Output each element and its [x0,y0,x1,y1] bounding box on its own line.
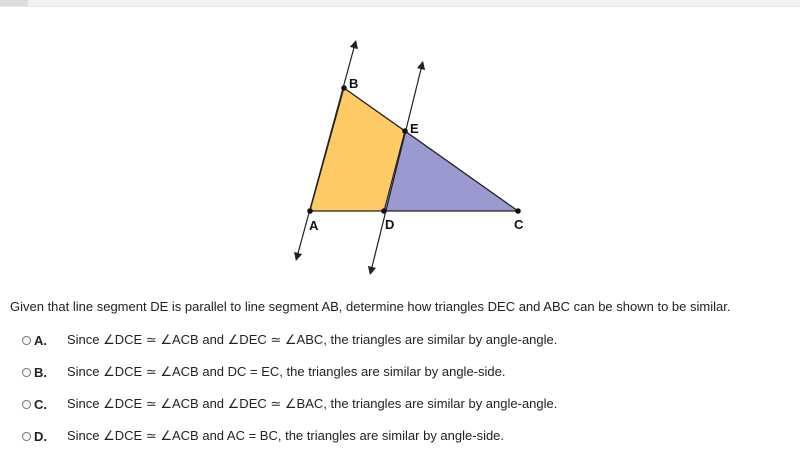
choice-text: Since ∠DCE ≃ ∠ACB and ∠DEC ≃ ∠ABC, the triangles are similar by angle-angle. [67,332,558,347]
choice-a[interactable] [22,330,782,350]
point-d [381,208,387,214]
radio-icon[interactable] [22,336,31,345]
question-text: Given that line segment DE is parallel to line segment AB, determine how triangles DEC and ABC can be shown to be similar. [10,299,731,314]
label-e: E [410,121,419,136]
choice-text: Since ∠DCE ≃ ∠ACB and ∠DEC ≃ ∠BAC, the triangles are similar by angle-angle. [67,396,558,411]
radio-icon[interactable] [22,432,31,441]
choice-text: Since ∠DCE ≃ ∠ACB and DC = EC, the triangles are similar by angle-side. [67,364,506,379]
choice-d[interactable] [22,426,782,446]
choice-b[interactable] [22,362,782,382]
point-e [402,128,408,134]
choice-text: Since ∠DCE ≃ ∠ACB and AC = BC, the triangles are similar by angle-side. [67,428,505,443]
label-a: A [309,218,319,233]
radio-icon[interactable] [22,368,31,377]
choice-letter: A. [34,332,47,348]
choice-letter: B. [34,364,47,380]
point-c [515,208,521,214]
choice-letter: C. [34,396,47,412]
choice-letter: D. [34,428,47,444]
label-b: B [349,76,359,91]
triangle-dec [384,131,518,211]
label-c: C [514,217,524,232]
radio-icon[interactable] [22,400,31,409]
point-a [307,208,313,214]
label-d: D [385,217,395,232]
choice-c[interactable] [22,394,782,414]
point-b [341,85,347,91]
